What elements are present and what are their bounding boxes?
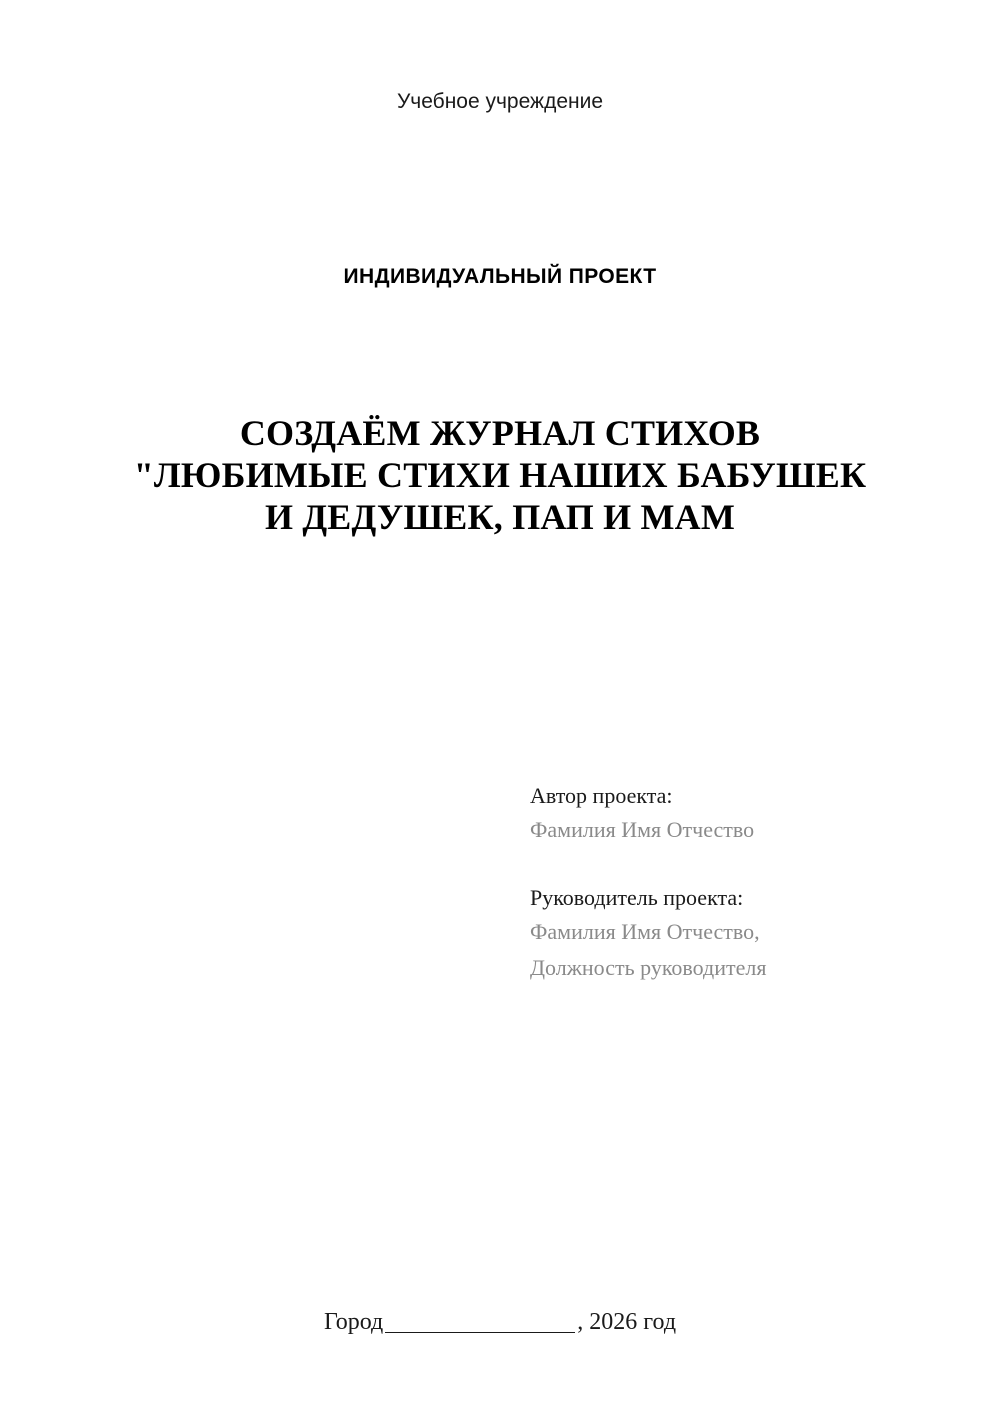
city-label: Город xyxy=(323,1309,384,1335)
title-line-1: СОЗДАЁМ ЖУРНАЛ СТИХОВ xyxy=(239,413,761,453)
supervisor-value-line-1: Фамилия Имя Отчество, xyxy=(530,919,760,944)
credits-block xyxy=(530,780,950,1020)
supervisor-label: Руководитель проекта: xyxy=(530,885,744,910)
page-title xyxy=(90,412,910,538)
project-type-heading: ИНДИВИДУАЛЬНЫЙ ПРОЕКТ xyxy=(343,265,657,288)
supervisor-value-line-2: Должность руководителя xyxy=(530,955,767,980)
page-footer xyxy=(0,1309,1000,1336)
year-text: , 2026 год xyxy=(577,1309,677,1335)
institution-name: Учебное учреждение xyxy=(396,90,604,113)
author-label: Автор проекта: xyxy=(530,783,673,808)
city-blank-line xyxy=(385,1312,575,1333)
author-value: Фамилия Имя Отчество xyxy=(530,817,755,842)
title-line-2: "ЛЮБИМЫЕ СТИХИ НАШИХ БАБУШЕК xyxy=(133,455,867,495)
supervisor-block xyxy=(530,882,950,986)
title-line-3: И ДЕДУШЕК, ПАП И МАМ xyxy=(264,497,736,537)
author-block xyxy=(530,780,950,848)
